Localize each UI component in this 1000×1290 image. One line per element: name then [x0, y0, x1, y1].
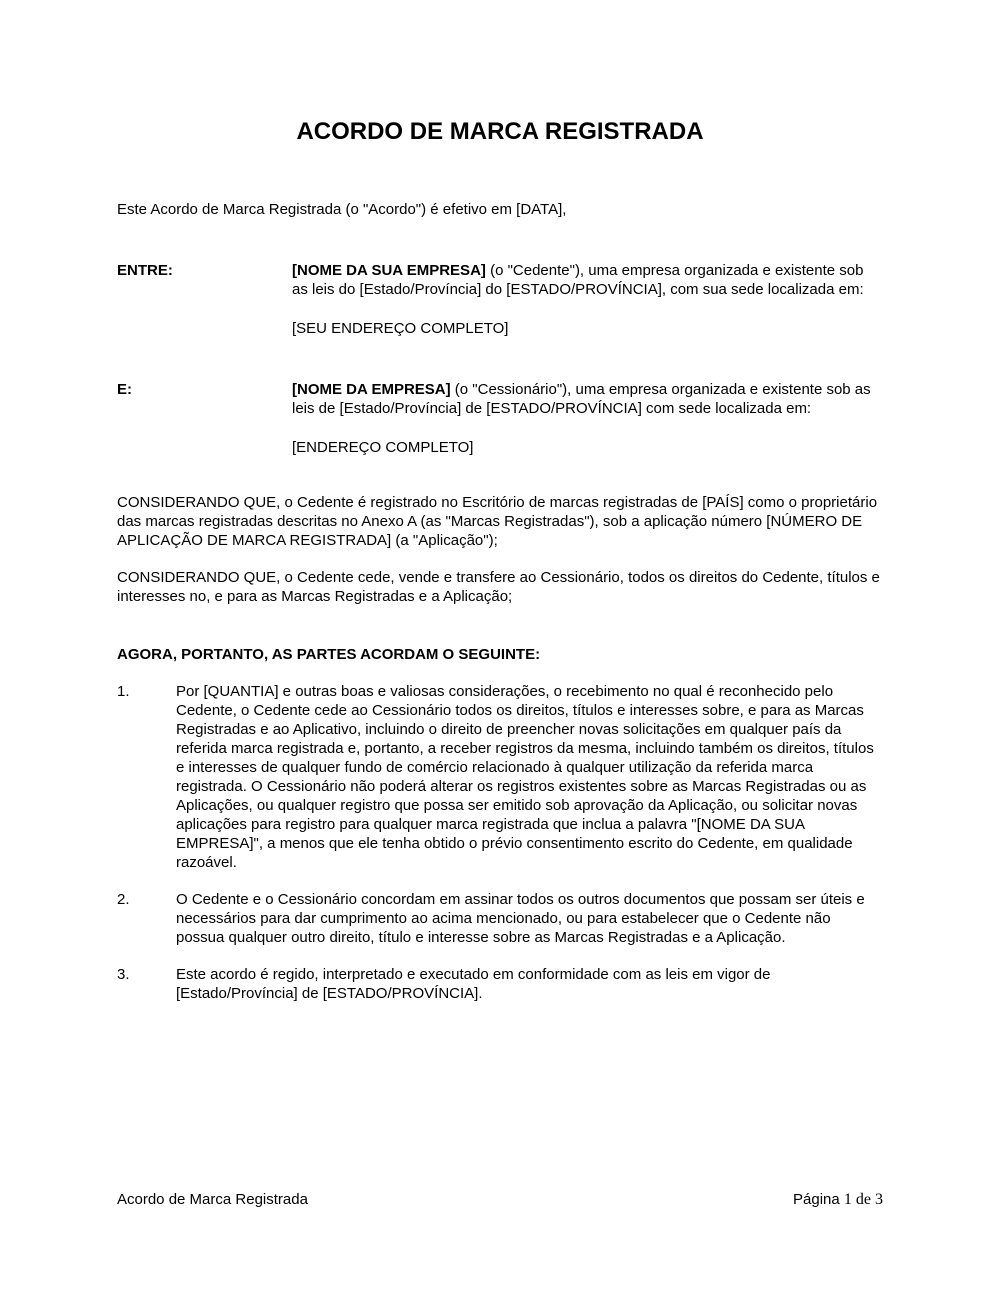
recital-paragraph-2: CONSIDERANDO QUE, o Cedente cede, vende e transfere ao Cessionário, todos os direitos do Cedente, títulos e interesses no, e para as Marcas Registradas e a Aplicação; — [117, 569, 880, 605]
party-address-e: [ENDEREÇO COMPLETO] — [292, 439, 474, 456]
party-name-placeholder-entre: [NOME DA SUA EMPRESA] — [292, 262, 486, 279]
party-description-entre — [292, 261, 883, 299]
clause-text-3: Este acordo é regido, interpretado e executado em conformidade com as leis em vigor de [Estado/Província] de [ESTADO/PROVÍNCIA]. — [176, 966, 771, 1002]
party-description-e — [292, 380, 883, 418]
clause-item-1 — [117, 682, 883, 872]
document-title: ACORDO DE MARCA REGISTRADA — [296, 118, 704, 145]
intro-paragraph: Este Acordo de Marca Registrada (o "Acordo") é efetivo em [DATA], — [117, 201, 567, 218]
clause-text-1: Por [QUANTIA] e outras boas e valiosas considerações, o recebimento no qual é reconhecido pelo Cedente, o Cedente cede ao Cessionário todos os direitos, títulos e interesses sobre, e para as Marcas Registradas e ao Aplicativo, incluindo o direito de preencher novas solicitações em qualquer país da referida marca registrada e, portanto, a receber registros da mesma, incluindo também os direitos, títulos e interesses de qualquer fundo de comércio relacionado à qualquer utilização da referida marca registrada. O Cessionário não poderá alterar os registros existentes sobre as Marcas Registradas ou as Aplicações, ou qualquer registro que possa ser emitido sob aprovação da Aplicação, ou solicitar novas aplicações para registro para qualquer marca registrada que inclua a palavra "[NOME DA SUA EMPRESA]", a menos que ele tenha obtido o prévio consentimento escrito do Cedente, em qualidade razoável. — [176, 683, 874, 871]
footer-page-label: Página — [793, 1191, 840, 1208]
footer-page-value: 1 de 3 — [843, 1191, 883, 1208]
party-label-e: E: — [117, 381, 132, 398]
party-body-e — [292, 380, 883, 457]
clause-number-2: 2. — [117, 891, 130, 908]
party-description-text-e: (o "Cessionário"), uma empresa organizada e existente sob as leis de [Estado/Província] de [ESTADO/PROVÍNCIA] com sede localizada em: — [292, 381, 871, 417]
clause-item-3 — [117, 965, 883, 1003]
party-description-text-entre: (o "Cedente"), uma empresa organizada e existente sob as leis do [Estado/Província] do [ESTADO/PROVÍNCIA], com sua sede localizada em: — [292, 262, 864, 298]
clause-item-2 — [117, 890, 883, 947]
party-block-entre — [117, 261, 883, 338]
party-name-placeholder-e: [NOME DA EMPRESA] — [292, 381, 451, 398]
party-address-entre: [SEU ENDEREÇO COMPLETO] — [292, 320, 509, 337]
clause-number-3: 3. — [117, 966, 130, 983]
clause-number-1: 1. — [117, 683, 130, 700]
footer-page-number — [793, 1190, 883, 1209]
page-footer — [117, 1190, 883, 1209]
clause-text-2: O Cedente e o Cessionário concordam em assinar todos os outros documentos que possam ser úteis e necessários para dar cumprimento ao acima mencionado, ou para estabelecer que o Cedente não possua qualquer outro direito, título e interesse sobre as Marcas Registradas e a Aplicação. — [176, 891, 865, 946]
party-body-entre — [292, 261, 883, 338]
recital-paragraph-1: CONSIDERANDO QUE, o Cedente é registrado no Escritório de marcas registradas de [PAÍS] como o proprietário das marcas registradas descritas no Anexo A (as "Marcas Registradas"), sob a aplicação número [NÚMERO DE APLICAÇÃO DE MARCA REGISTRADA] (a "Aplicação"); — [117, 494, 878, 549]
clause-list — [117, 682, 883, 1003]
party-block-e — [117, 380, 883, 457]
section-heading: AGORA, PORTANTO, AS PARTES ACORDAM O SEGUINTE: — [117, 646, 541, 663]
footer-document-title: Acordo de Marca Registrada — [117, 1191, 308, 1208]
party-label-entre: ENTRE: — [117, 262, 173, 279]
